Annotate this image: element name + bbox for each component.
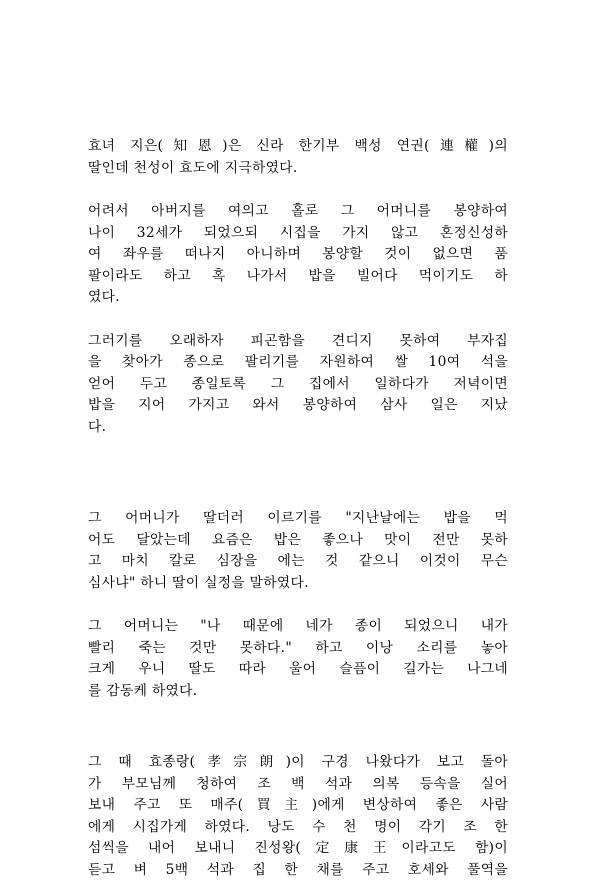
- text-line: 그 때 효종랑(孝宗朗)이 구경 나왔다가 보고 돌아: [88, 752, 508, 774]
- text-line: 밥을 지어 가지고 와서 봉양하여 삼사 일은 지났: [88, 395, 508, 417]
- text-line: 효녀 지은(知恩)은 신라 한기부 백성 연권(連權)의: [88, 136, 508, 158]
- paragraph-gap: [88, 309, 508, 331]
- text-line: 팔이라도 하고 혹 나가서 밥을 빌어다 먹이기도 하: [88, 266, 508, 288]
- paragraph-1: [88, 136, 508, 179]
- text-line: 을 찾아가 종으로 팔리기를 자원하여 쌀 10여 석을: [88, 352, 508, 374]
- paragraph-3: [88, 331, 508, 439]
- text-line: 보내 주고 또 매주(買主)에게 변상하여 좋은 사람: [88, 795, 508, 817]
- text-line: 여 좌우를 떠나지 아니하며 봉양할 것이 없으면 품: [88, 244, 508, 266]
- text-line: 어려서 아버지를 여의고 홀로 그 어머니를 봉양하여: [88, 201, 508, 223]
- text-line: 크게 우니 딸도 따라 울어 슬픔이 길가는 나그네: [88, 659, 508, 681]
- text-line: 였다.: [88, 287, 508, 309]
- text-line: 어도 달았는데 요즘은 밥은 좋으나 맛이 전만 못하: [88, 530, 508, 552]
- text-line: 다.: [88, 417, 508, 439]
- text-line: 에게 시집가게 하였다. 낭도 수 천 명이 각기 조 한: [88, 817, 508, 839]
- paragraph-2: [88, 201, 508, 309]
- text-line: 딸인데 천성이 효도에 지극하였다.: [88, 158, 508, 180]
- text-line: 가 부모님께 청하여 조 백 석과 의복 등속을 실어: [88, 774, 508, 796]
- paragraph-gap: [88, 594, 508, 616]
- text-line: 그러기를 오래하자 피곤함을 견디지 못하여 부자집: [88, 331, 508, 353]
- text-line: 고 마치 칼로 심장을 에는 것 같으니 이것이 무슨: [88, 551, 508, 573]
- text-line: 얻어 두고 종일토록 그 집에서 일하다가 저녁이면: [88, 374, 508, 396]
- paragraph-4: [88, 508, 508, 594]
- text-line: 듣고 벼 5백 석과 집 한 채를 주고 호세와 풀역을: [88, 860, 508, 881]
- paragraph-gap: [88, 702, 508, 752]
- paragraph-gap: [88, 438, 508, 508]
- text-line: 를 감동케 하였다.: [88, 681, 508, 703]
- text-line: 나이 32세가 되었으되 시집을 가지 않고 혼정신성하: [88, 223, 508, 245]
- paragraph-5: [88, 616, 508, 702]
- text-line: 빨리 죽는 것만 못하다." 하고 이낭 소리를 놓아: [88, 638, 508, 660]
- document-body: [88, 136, 508, 881]
- text-line: 심사냐" 하니 딸이 실정을 말하였다.: [88, 573, 508, 595]
- text-line: 섬씩을 내어 보내니 진성왕(定康王이라고도 함)이: [88, 838, 508, 860]
- text-line: 그 어머니가 딸더러 이르기를 "지난날에는 밥을 먹: [88, 508, 508, 530]
- paragraph-6: [88, 752, 508, 881]
- text-line: 그 어머니는 "나 때문에 네가 종이 되었으니 내가: [88, 616, 508, 638]
- paragraph-gap: [88, 179, 508, 201]
